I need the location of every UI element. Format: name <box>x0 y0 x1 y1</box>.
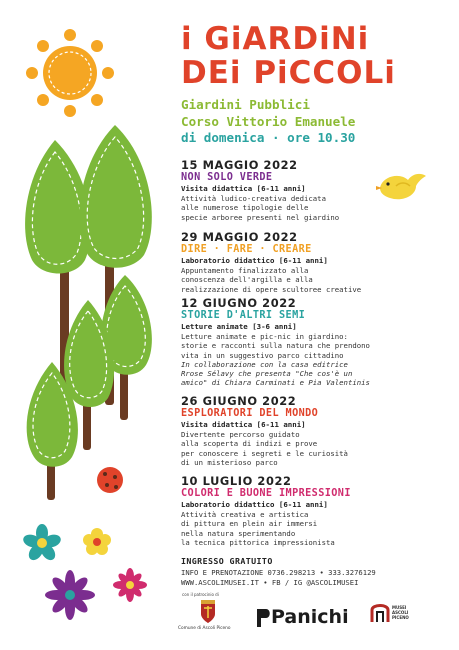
event-desc: Letture animate e pic-nic in giardino: <box>181 332 348 341</box>
event-date: 15 MAGGIO 2022 <box>181 158 298 172</box>
event-name: NON SOLO VERDE <box>181 172 273 183</box>
event-item <box>181 296 449 388</box>
event-desc: Attività creativa e artistica <box>181 510 309 519</box>
poster-title <box>181 22 396 90</box>
event-date: 29 MAGGIO 2022 <box>181 230 298 244</box>
event-kind: Visita didattica [6-11 anni] <box>181 184 306 193</box>
event-item <box>181 158 449 222</box>
event-desc: la tecnica pittorica impressionista <box>181 537 335 547</box>
flower-icon <box>22 524 63 563</box>
event-date: 10 LUGLIO 2022 <box>181 474 292 488</box>
sponsor-logos <box>170 592 459 650</box>
flower-icon <box>83 528 111 555</box>
event-note: Rrose Sélavy che presenta "Che cos'è un <box>181 369 353 379</box>
flower-icon <box>113 568 147 602</box>
event-date: 26 GIUGNO 2022 <box>181 394 297 408</box>
event-desc: specie arboree presenti nel giardino <box>181 212 340 222</box>
event-kind: Letture animate [3-6 anni] <box>181 322 297 331</box>
event-date: 12 GIUGNO 2022 <box>181 296 297 310</box>
event-desc: Attività ludico-creativa dedicata <box>181 194 326 203</box>
event-desc: alle numerose tipologie delle <box>181 203 309 213</box>
ladybug-icon <box>97 467 123 493</box>
event-desc: storie e racconti sulla natura che prendono <box>181 341 370 351</box>
event-kind: Laboratorio didattico [6-11 anni] <box>181 256 328 265</box>
panichi-logo-text: Panichi <box>271 606 349 628</box>
event-item <box>181 230 449 294</box>
event-name: ESPLORATORI DEL MONDO <box>181 408 319 419</box>
sun-icon <box>26 29 114 117</box>
booking-info: INFO E PRENOTAZIONE 0736.298213 • 333.3276129 <box>181 568 376 577</box>
musei-logo-icon <box>370 602 390 624</box>
coat-of-arms-icon <box>198 598 218 624</box>
event-note: amico" di Chiara Carminati e Pia Valentinis <box>181 378 370 388</box>
title-line-1: i GiARDiNi <box>181 21 370 57</box>
location-address: Corso Vittorio Emanuele <box>181 114 356 129</box>
schedule: di domenica · ore 10.30 <box>181 130 356 145</box>
flower-icon <box>45 570 95 620</box>
musei-logo-text: MUSEI ASCOLI PICENO <box>392 605 409 620</box>
event-note: In collaborazione con la casa editrice <box>181 359 348 369</box>
event-desc: Divertente percorso guidato <box>181 430 300 439</box>
panichi-logo-icon <box>256 608 272 628</box>
event-item <box>181 474 449 547</box>
web-social: WWW.ASCOLIMUSEI.IT • FB / IG @ASCOLIMUSEI <box>181 578 359 587</box>
event-name: COLORI E BUONE IMPRESSIONI <box>181 488 351 499</box>
event-name: STORIE D'ALTRI SEMI <box>181 310 306 321</box>
illustration <box>0 0 175 650</box>
event-kind: Laboratorio didattico [6-11 anni] <box>181 500 328 509</box>
location-name: Giardini Pubblici <box>181 97 310 112</box>
event-desc: di pittura en plein air immersi <box>181 519 318 529</box>
event-item <box>181 394 449 467</box>
event-name: DIRE · FARE · CREARE <box>181 244 312 255</box>
event-kind: Visita didattica [6-11 anni] <box>181 420 306 429</box>
event-desc: nella natura sperimentando <box>181 528 296 538</box>
musei-logo <box>370 602 450 632</box>
event-desc: conoscenza dell'argilla e alla <box>181 275 313 285</box>
event-desc: per conoscere i segreti e le curiosità <box>181 448 348 458</box>
tree-icon <box>79 125 152 268</box>
event-desc: di un misterioso parco <box>181 457 278 467</box>
free-entry: INGRESSO GRATUITO <box>181 556 273 566</box>
title-line-2: DEi PiCCOLi <box>181 55 396 91</box>
patronage-caption: con il patrocinio di <box>182 592 219 597</box>
panichi-logo <box>271 606 349 628</box>
event-desc: Appuntamento finalizzato alla <box>181 266 309 275</box>
event-desc: alla scoperta di indizi e prove <box>181 439 318 449</box>
event-desc: realizzazione di opere scultoree creative <box>181 284 362 294</box>
event-desc: vita in un suggestivo parco cittadino <box>181 350 344 360</box>
comune-name: Comune di Ascoli Piceno <box>178 626 231 631</box>
